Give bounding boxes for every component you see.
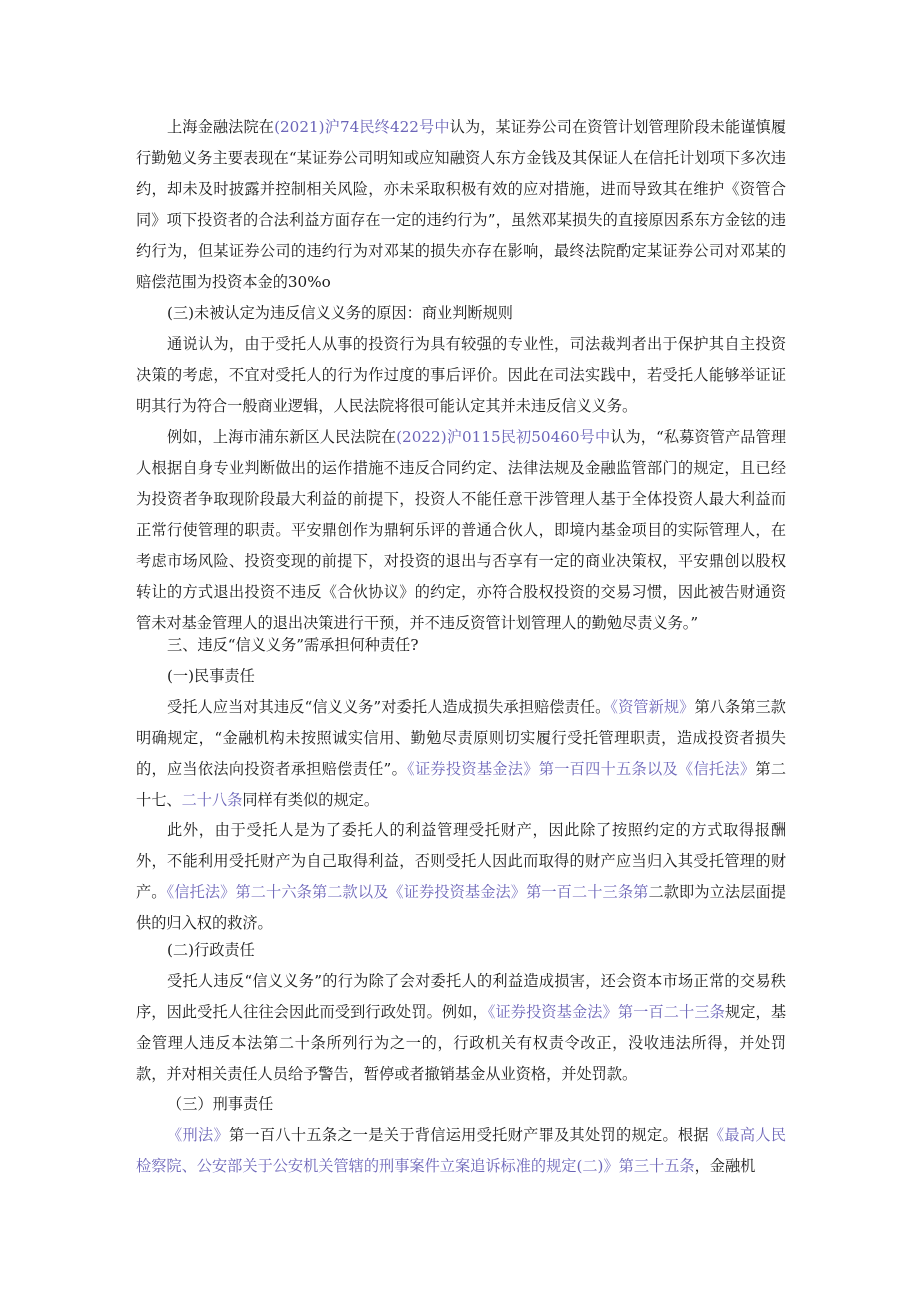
heading-liability-types	[167, 630, 418, 661]
heading-criminal-liability	[167, 1089, 273, 1120]
paragraph-shanghai-financial-court	[136, 112, 786, 298]
heading-business-judgment-rule	[167, 298, 513, 329]
text-run: 通说认为，由于受托人从事的投资行为具有较强的专业性，司法裁判者出于保护其自主投资决策的考虑，不宜对受托人的行为作过度的事后评价。因此在司法实践中，若受托人能够举证证明其行为符合一般商业逻辑，人民法院将很可能认定其并未违反信义义务。	[136, 335, 786, 415]
text-run: 二款即为立法层面提供的归入权的救济。	[136, 883, 787, 932]
heading-administrative-liability	[167, 935, 255, 966]
citation-link[interactable]: 《刑法》	[167, 1126, 229, 1144]
text-run: (一)民事责任	[167, 667, 255, 685]
citation-link[interactable]: 二十八条	[181, 791, 243, 809]
citation-link[interactable]: 《信托法》第二十六条第二款以及《证券投资基金法》第一百二十三条第	[166, 883, 649, 901]
paragraph-criminal-liability	[136, 1120, 786, 1182]
paragraph-civil-liability	[136, 692, 786, 816]
paragraph-administrative-liability	[136, 966, 786, 1090]
text-run: 例如，上海市浦东新区人民法院在	[167, 428, 397, 446]
citation-link[interactable]: 《最高人民检察院、公安部关于公安机关管辖的刑事案件立案追诉标准的规定(二)》第三十五条	[136, 1126, 787, 1175]
text-run: 三、违反“信义义务”需承担何种责任?	[167, 636, 419, 654]
citation-link[interactable]: 《资管新规》	[610, 698, 695, 716]
citation-link[interactable]: 《证券投资基金法》第一百四十五条以及《信托法》	[407, 760, 756, 778]
text-run: 第八条第三款明确规定，“金融机构未按照诚实信用、勤勉尽责原则切实履行受托管理职责，造成投资者损失的，应当依法向投资者承担赔偿责任”。	[136, 698, 786, 778]
text-run: 受托人应当对其违反“信义义务”对委托人造成损失承担赔偿责任。	[167, 698, 611, 716]
text-run: 认为，“私募资管产品管理人根据自身专业判断做出的运作措施不违反合同约定、法律法规及金融监管部门的规定，且已经为投资者争取现阶段最大利益的前提下，投资人不能任意干涉管理人基于全体投资人最大利益而正常行使管理的职责。平安鼎创作为鼎轲乐评的普通合伙人，即境内基金项目的实际管理人，在考虑市场风险、投资变现的前提下，对投资的退出与否享有一定的商业决策权，平安鼎创以股权转让的方式退出投资不违反《合伙协议》的约定，亦符合股权投资的交易习惯，因此被告财通资管未对基金管理人的退出决策进行干预，并不违反资管计划管理人的勤勉尽责义务。”	[136, 428, 787, 632]
heading-civil-liability	[167, 661, 255, 692]
text-run: 第二十七、	[136, 760, 787, 809]
text-run: 规定，基金管理人违反本法第二十条所列行为之一的，行政机关有权责令改正，没收违法所得，并处罚款，并对相关责任人员给予警告，暂停或者撤销基金从业资格，并处罚款。	[136, 1003, 787, 1083]
text-run: （三）刑事责任	[167, 1095, 274, 1113]
text-run: 上海金融法院在	[167, 118, 275, 136]
citation-link[interactable]: (2021)沪74民终422号中	[274, 118, 450, 136]
text-run: 认为，某证券公司在资管计划管理阶段未能谨慎履行勤勉义务主要表现在“某证券公司明知或应知融资人东方金钱及其保证人在信托计划项下多次违约，却未及时披露并控制相关风险，亦未采取积极有效的应对措施，进而导致其在维护《资管合同》项下投资者的合法利益方面存在一定的违约行为”，虽然邓某损失的直接原因系东方金铉的违约行为，但某证券公司的违约行为对邓某的损失亦存在影响，最终法院酌定某证券公司对邓某的赔偿范围为投资本金的30%o	[136, 118, 787, 291]
text-run: ，金融机	[694, 1157, 756, 1175]
citation-link[interactable]: 《证券投资基金法》第一百二十三条	[487, 1003, 725, 1021]
paragraph-general-view	[136, 329, 786, 422]
text-run: 此外，由于受托人是为了委托人的利益管理受托财产，因此除了按照约定的方式取得报酬外，不能利用受托财产为自己取得利益，否则受托人因此而取得的财产应当归入其受托管理的财产。	[136, 821, 786, 901]
paragraph-disgorgement	[136, 815, 786, 939]
text-run: 第一百八十五条之一是关于背信运用受托财产罪及其处罚的规定。根据	[228, 1126, 709, 1144]
citation-link[interactable]: (2022)沪0115民初50460号中	[396, 428, 611, 446]
paragraph-pudong-case	[136, 422, 786, 639]
text-run: 受托人违反“信义义务”的行为除了会对委托人的利益造成损害，还会资本市场正常的交易秩序，因此受托人往往会因此而受到行政处罚。例如，	[136, 972, 786, 1021]
text-run: (二)行政责任	[167, 941, 255, 959]
text-run: (三)未被认定为违反信义义务的原因：商业判断规则	[167, 304, 513, 322]
text-run: 同样有类似的规定。	[242, 791, 379, 809]
